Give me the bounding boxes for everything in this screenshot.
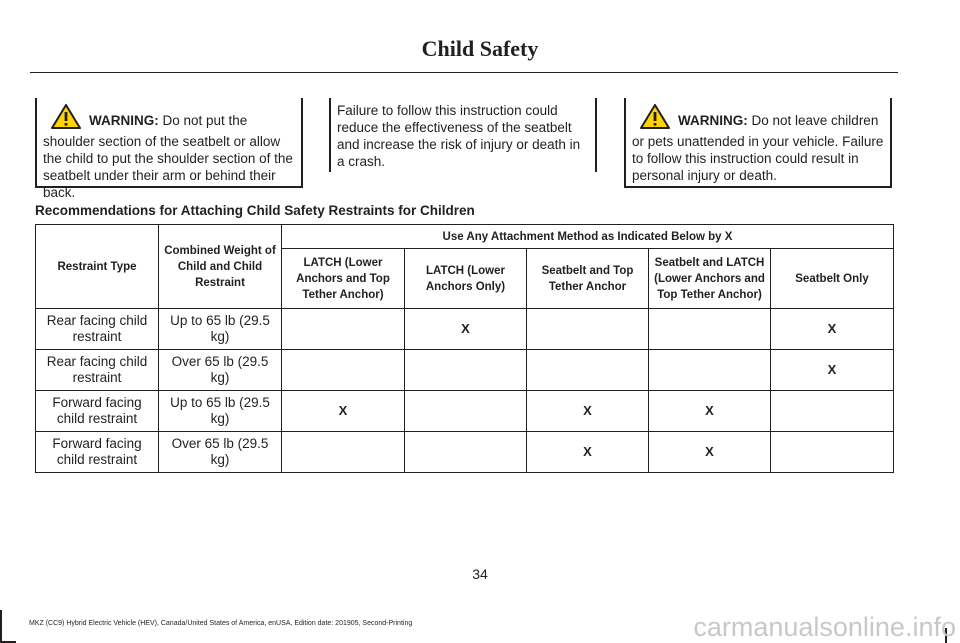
weight-cell: Up to 65 lb (29.5 kg): [159, 309, 282, 350]
method-mark: X: [649, 391, 771, 432]
warning-label: WARNING:: [678, 113, 748, 128]
method-mark: [405, 391, 527, 432]
header-method: LATCH (Lower Anchors and Top Tether Anchor): [282, 249, 405, 309]
warning-box-shoulder: [35, 98, 303, 200]
method-mark: X: [405, 309, 527, 350]
method-mark: X: [282, 391, 405, 432]
restraint-type-cell: Rear facing child restraint: [36, 350, 159, 391]
method-mark: [405, 350, 527, 391]
restraint-type-cell: Forward facing child restraint: [36, 391, 159, 432]
weight-cell: Over 65 lb (29.5 kg): [159, 432, 282, 473]
method-mark: X: [527, 391, 649, 432]
table-row: [36, 432, 894, 473]
method-mark: [527, 350, 649, 391]
crop-mark: [0, 610, 2, 643]
method-mark: [649, 350, 771, 391]
restraint-type-cell: Forward facing child restraint: [36, 432, 159, 473]
page-title: Child Safety: [421, 36, 539, 61]
warning-triangle-icon: [51, 104, 81, 133]
table-row: [36, 309, 894, 350]
header-method: Seatbelt Only: [771, 249, 894, 309]
method-mark: X: [771, 350, 894, 391]
warning-text: Failure to follow this instruction could reduce the effectiveness of the seatbelt and increase the risk of injury or death in a crash.: [337, 103, 581, 169]
header-restraint-type: Restraint Type: [36, 225, 159, 309]
method-mark: [282, 432, 405, 473]
page-number: 34: [472, 566, 488, 582]
method-mark: [282, 350, 405, 391]
table-row: [36, 350, 894, 391]
header-rule: [30, 72, 898, 73]
weight-cell: Up to 65 lb (29.5 kg): [159, 391, 282, 432]
restraint-type-cell: Rear facing child restraint: [36, 309, 159, 350]
method-mark: X: [527, 432, 649, 473]
warning-text: Do not leave children or pets unattended in your vehicle. Failure to follow this instruction could result in personal injury or death.: [632, 113, 884, 183]
edition-footer: MKZ (CC9) Hybrid Electric Vehicle (HEV), Canada/United States of America, enUSA, Edition date: 201905, Second-Printing: [29, 620, 413, 627]
method-mark: [649, 309, 771, 350]
warning-label: WARNING:: [89, 113, 159, 128]
header-method: LATCH (Lower Anchors Only): [405, 249, 527, 309]
weight-cell: Over 65 lb (29.5 kg): [159, 350, 282, 391]
header-method: Seatbelt and LATCH (Lower Anchors and Top Tether Anchor): [649, 249, 771, 309]
warning-text: Do not put the shoulder section of the seatbelt or allow the child to put the shoulder section of the seatbelt under their arm or behind their back.: [43, 113, 293, 200]
warning-triangle-icon: [640, 104, 670, 133]
restraint-table: [35, 224, 894, 473]
method-mark: [527, 309, 649, 350]
method-mark: [282, 309, 405, 350]
header-method: Seatbelt and Top Tether Anchor: [527, 249, 649, 309]
header-combined-weight: Combined Weight of Child and Child Restraint: [159, 225, 282, 309]
header-attachment-group: Use Any Attachment Method as Indicated Below by X: [282, 225, 894, 249]
table-row: [36, 391, 894, 432]
watermark: carmanualsonline.info: [693, 612, 956, 642]
method-mark: [405, 432, 527, 473]
method-mark: [771, 432, 894, 473]
table-heading: Recommendations for Attaching Child Safety Restraints for Children: [35, 203, 475, 218]
method-mark: X: [771, 309, 894, 350]
warning-box-unattended: [624, 98, 892, 188]
method-mark: [771, 391, 894, 432]
method-mark: X: [649, 432, 771, 473]
warning-box-continuation: [329, 98, 597, 172]
